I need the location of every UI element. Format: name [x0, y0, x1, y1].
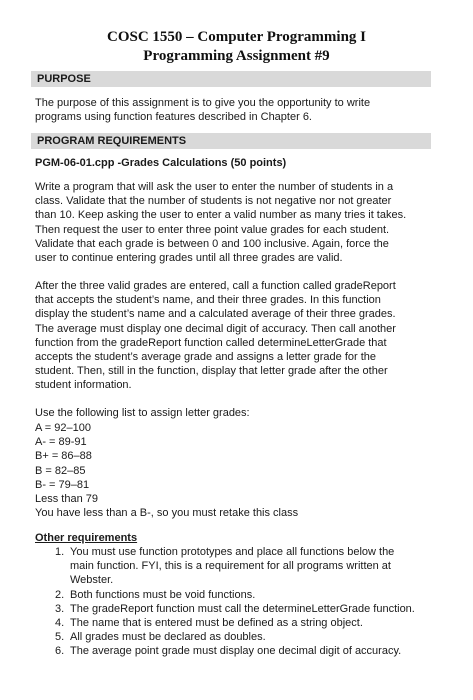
program-title: PGM-06-01.cpp -Grades Calculations (50 points)	[35, 157, 287, 169]
paragraph-line: The average must display one decimal digit of accuracy. Then call another	[35, 322, 396, 335]
requirements-paragraph-3: Use the following list to assign letter grades:	[35, 407, 250, 419]
letter-grade-list	[35, 421, 435, 520]
requirement-number: 3.	[55, 602, 65, 615]
paragraph-line: function from the gradeReport function called determineLetterGrade that	[35, 336, 387, 349]
requirement-number: 1.	[55, 546, 65, 558]
requirements-paragraph-1	[35, 180, 435, 265]
requirements-section-header	[31, 133, 431, 149]
paragraph-line: class. Validate that the number of students is not negative nor not greater	[35, 195, 392, 208]
requirement-item	[55, 630, 455, 644]
requirement-line: You must use function prototypes and place all functions below the	[70, 546, 395, 558]
paragraph-line: Then request the user to enter three point value grades for each student.	[35, 223, 390, 236]
requirement-item	[55, 644, 455, 658]
paragraph-line: user to continue entering grades until all three grades are valid.	[35, 251, 343, 264]
grade-list-item: B+ = 86–88	[35, 450, 92, 463]
purpose-paragraph	[35, 96, 435, 124]
grade-list-item: B = 82–85	[35, 464, 86, 477]
paragraph-line: display the student’s name and a calculated average of their three grades.	[35, 308, 396, 321]
assignment-title: Programming Assignment #9	[143, 48, 330, 64]
paragraph-line: student. Then, still in the function, display that letter grade after the other	[35, 365, 388, 378]
requirement-line: The gradeReport function must call the determineLetterGrade function.	[70, 602, 415, 615]
paragraph-line: student information.	[35, 379, 132, 392]
requirement-line: Webster.	[70, 574, 114, 587]
other-requirements-list	[55, 545, 455, 659]
grade-list-item: You have less than a B-, so you must retake this class	[35, 507, 299, 520]
requirement-item	[55, 616, 455, 630]
purpose-section-header	[31, 71, 431, 87]
requirement-line: The average point grade must display one decimal digit of accuracy.	[70, 645, 402, 658]
requirements-heading: PROGRAM REQUIREMENTS	[37, 135, 187, 147]
paragraph-line: that accepts the student’s name, and their three grades. In this function	[35, 294, 381, 307]
requirement-number: 5.	[55, 631, 65, 644]
paragraph-line: Validate that each grade is between 0 and 100 inclusive. Again, force the	[35, 237, 389, 250]
grade-list-item: Less than 79	[35, 492, 98, 505]
course-title: COSC 1550 – Computer Programming I	[106, 29, 367, 45]
requirements-paragraph-2	[35, 279, 435, 393]
grade-list-item: A = 92–100	[35, 422, 91, 434]
paragraph-line: Write a program that will ask the user to enter the number of students in a	[35, 181, 394, 193]
requirement-line: The name that is entered must be defined as a string object.	[70, 616, 363, 629]
other-requirements-heading: Other requirements	[35, 532, 138, 544]
paragraph-line: than 10. Keep asking the user to enter a valid number as many tries it takes.	[35, 209, 407, 222]
grade-list-item: B- = 79–81	[35, 478, 90, 491]
purpose-line: programs using function features described in Chapter 6.	[35, 111, 312, 124]
paragraph-line: After the three valid grades are entered, call a function called gradeReport	[35, 280, 396, 292]
purpose-heading: PURPOSE	[37, 73, 91, 85]
purpose-line: The purpose of this assignment is to give you the opportunity to write	[35, 97, 371, 109]
paragraph-line: accepts the student’s average grade and assigns a letter grade for the	[35, 350, 377, 363]
requirement-line: main function. FYI, this is a requirement for all programs written at	[70, 560, 391, 573]
requirement-number: 4.	[55, 616, 65, 629]
grade-list-item: A- = 89-91	[35, 436, 87, 449]
requirement-line: Both functions must be void functions.	[70, 588, 256, 601]
requirement-item	[55, 588, 455, 602]
requirement-item	[55, 602, 455, 616]
requirement-number: 2.	[55, 588, 65, 601]
requirement-item	[55, 545, 455, 588]
requirement-line: All grades must be declared as doubles.	[70, 631, 266, 644]
requirement-number: 6.	[55, 645, 65, 658]
